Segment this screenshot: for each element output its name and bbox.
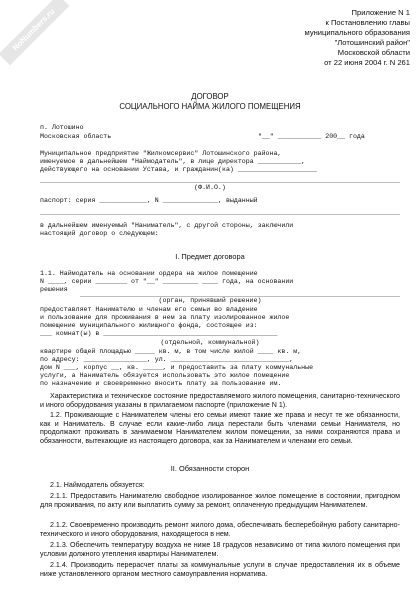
- date-line: "__" ___________ 200__ года: [258, 133, 365, 140]
- paragraph-2-1-4: 2.1.4. Производить перерасчет платы за коммунальные услуги в случае предоставления их в объеме ниже установленного органом местного самоуправления норматива.: [40, 561, 400, 578]
- annex-block: [305, 8, 410, 68]
- fio-rule: [40, 182, 400, 183]
- doc-title: ДОГОВОР: [191, 92, 229, 101]
- tenant-line: настоящий договор о следующем:: [40, 230, 159, 237]
- paragraph-1-2: 1.2. Проживающие с Нанимателем члены его семьи имеют такие же права и несут те же обязанности, как и Наниматель. В случае если какие-либо лица перестали быть членами семьи Нанимателя, но продолжают проживать в занимаемом Нанимателем жилом помещении, за ними сохраняются права и обязанности, вытекающие из настоящего договора, как за Нанимателем и членами его семьи.: [40, 411, 400, 445]
- tenant-line: в дальнейшем именуемый "Наниматель", с другой стороны, заключили: [40, 222, 294, 229]
- place: п. Лотошино: [40, 124, 84, 131]
- issuer-rule: [40, 214, 400, 215]
- annex-line: Приложение N 1: [351, 8, 410, 17]
- p11c-line: по назначению и своевременно вносить плату за пользование им.: [40, 380, 282, 387]
- p11b-line: предоставляет Нанимателю и членам его семьи во владение: [40, 306, 258, 313]
- paragraph-2-1: 2.1. Наймодатель обязуется:: [50, 481, 145, 489]
- organ-caption: (орган, принявший решение): [158, 297, 262, 304]
- region: Московская область: [40, 133, 112, 140]
- paragraph-2-1-3: 2.1.3. Обеспечить температуру воздуха не ниже 18 градусов независимо от типа жилого помещения при условии должного утепления квартиры Нанимателем.: [40, 541, 400, 558]
- p11-line: N ____, серии ________ от "__" _________ ____ года, на основании: [40, 278, 294, 285]
- passport-line: паспорт: серия ____________, N ______________, выданный: [40, 197, 258, 204]
- p11c-line: услуги, а Наниматель обязуется использовать это жилое помещение: [40, 372, 290, 379]
- intro-line: Муниципальное предприятие "Жилкомсервис" Лотошинского района,: [40, 150, 282, 157]
- intro-line: именуемое в дальнейшем "Наймодатель", в лице директора ___________,: [40, 158, 306, 165]
- p11c-line: по адресу: ________________, ул. ______________________________,: [40, 356, 294, 363]
- p11c-line: дом N ___, корпус __, кв. _____, и предоставить за плату коммунальные: [40, 364, 314, 371]
- paragraph-2-1-1: 2.1.1. Предоставить Нанимателю свободное изолированное жилое помещение в состоянии, пригодном для проживания, по акту или выплатить сумму за ремонт, оплаченную предыдущим Нанимателем.: [40, 492, 400, 509]
- doc-subtitle: СОЦИАЛЬНОГО НАЙМА ЖИЛОГО ПОМЕЩЕНИЯ: [119, 102, 301, 111]
- p11b-line: помещение муниципального жилищного фонда, состоящее из:: [40, 322, 258, 329]
- paragraph-2-1-2: 2.1.2. Своевременно производить ремонт жилого дома, обеспечивать бесперебойную работу санитарно-технического и иного оборудования, находящегося в нем.: [40, 521, 400, 538]
- p11b-line: ___ комнат(ы) в ____________________________________________: [40, 330, 278, 337]
- section-2-heading: II. Обязанности сторон: [170, 464, 250, 473]
- section-1-heading: I. Предмет договора: [175, 252, 245, 261]
- fio-caption: (Ф.И.О.): [194, 184, 226, 191]
- p11-line: решения: [40, 286, 68, 293]
- annex-line: от 22 июня 2004 г. N 261: [324, 58, 410, 67]
- p11b-line: и пользование для проживания в нем за плату изолированное жилое: [40, 314, 290, 321]
- watermark: NoNumbers.ru: [0, 0, 69, 65]
- annex-line: "Лотошинский район": [334, 38, 410, 47]
- annex-line: муниципального образования: [304, 28, 410, 37]
- annex-line: Московской области: [337, 48, 410, 57]
- p11c-line: квартире общей площадью _____ кв. м, в том числе жилой ____ кв. м,: [40, 348, 302, 355]
- p11-line: 1.1. Наймодатель на основании ордера на жилое помещение: [40, 270, 258, 277]
- annex-line: к Постановлению главы: [325, 18, 410, 27]
- apartment-caption: (отдельной, коммунальной): [160, 339, 260, 346]
- intro-line: действующего на основании Устава, и гражданин(ка) ____________________: [40, 166, 317, 173]
- characteristics-paragraph: Характеристика и техническое состояние предоставляемого жилого помещения, санитарно-технического и иного оборудования указаны в прилагаемом паспорте (приложение N 1).: [40, 392, 400, 409]
